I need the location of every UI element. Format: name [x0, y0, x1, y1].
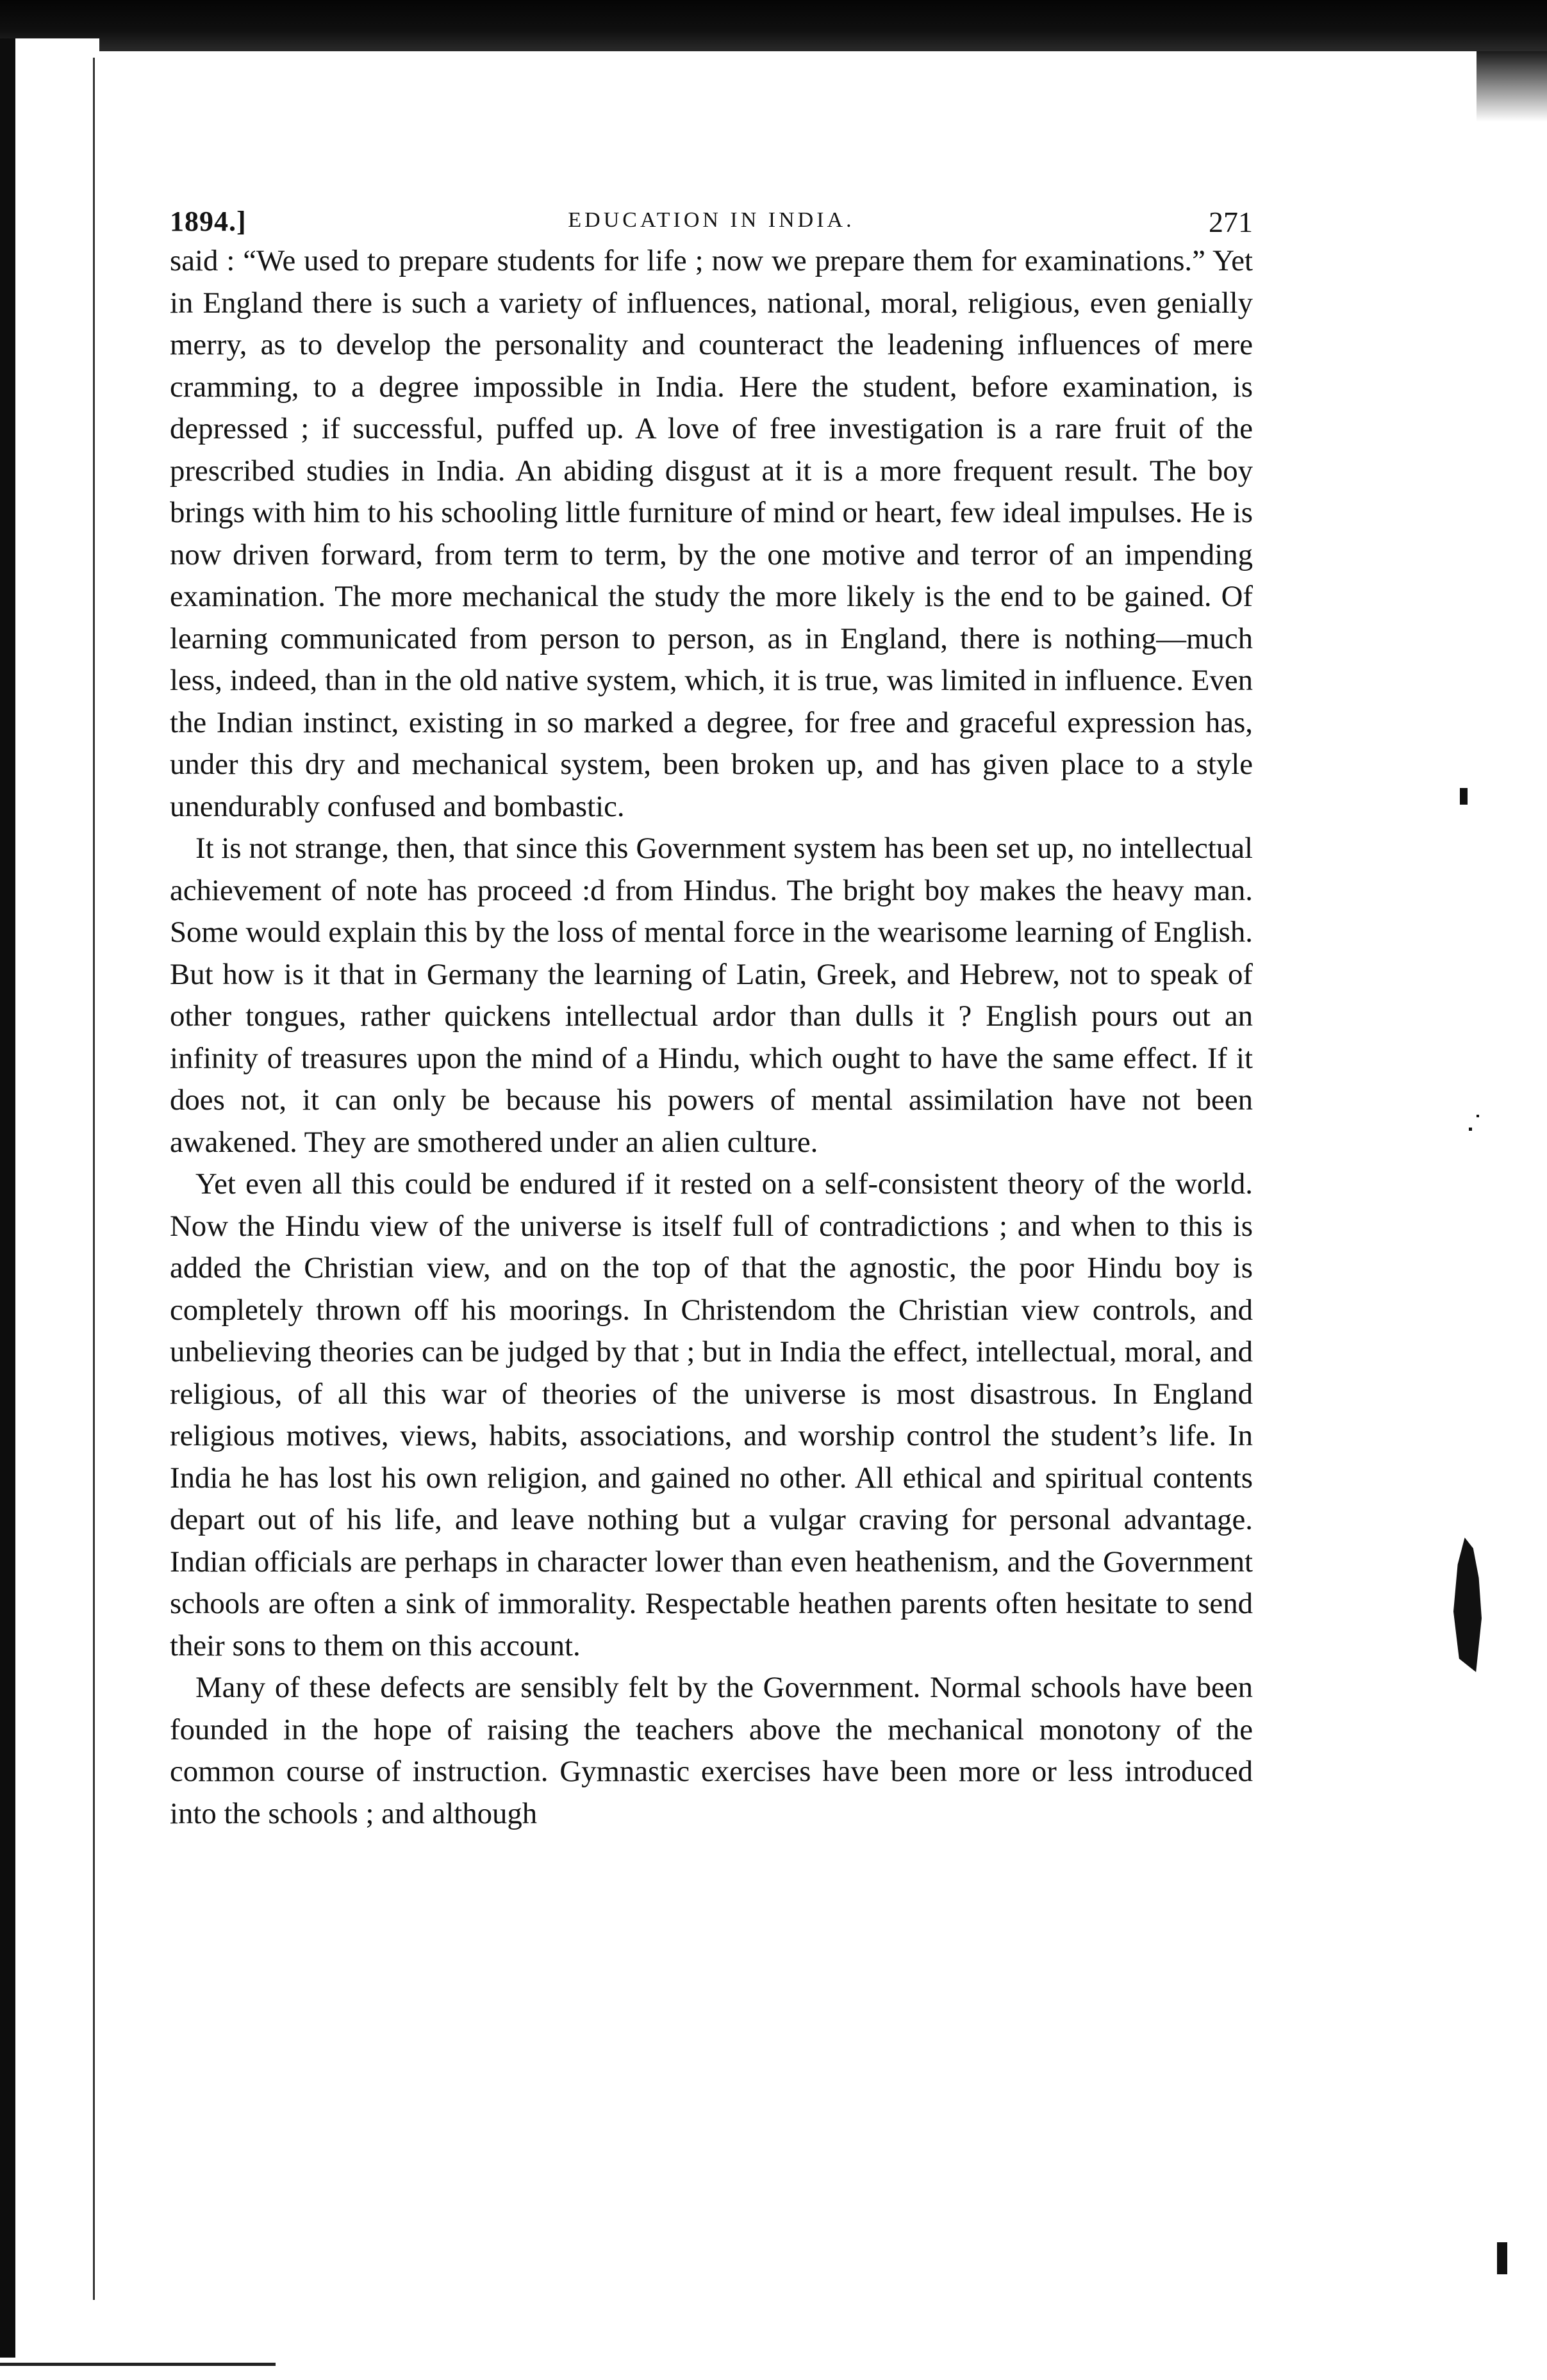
header-year: 1894.]: [170, 206, 247, 237]
scan-border-top: [0, 0, 1547, 51]
margin-speck: [1477, 1115, 1479, 1117]
margin-speck: [1469, 1128, 1472, 1131]
paragraph: It is not strange, then, that since this Government system has been set up, no intellectual achievement of note has proceed :d from Hindus. The bright boy makes the heavy man. Some would explain this by the loss of mental force in the wearisome learning of English. But how is it that in Germany the learning of Latin, Greek, and Hebrew, not to speak of other tongues, rather quickens intellectual ardor than dulls it ? English pours out an infinity of treasures upon the mind of a Hindu, which ought to have the same effect. If it does not, it can only be because his powers of mental assimilation have not been awakened. They are smothered under an alien culture.: [170, 832, 1253, 1159]
scan-edge-line: [93, 58, 95, 2300]
paragraph: Many of these defects are sensibly felt by the Government. Normal schools have been founded in the hope of raising the teachers above the mechanical monotony of the common course of instruction. Gymnastic exercises have been more or less introduced into the schools ; and although: [170, 1671, 1253, 1830]
scan-border-left: [0, 38, 15, 2358]
scan-shadow-corner: [1477, 51, 1547, 122]
paragraph: said : “We used to prepare students for life ; now we prepare them for examinations.” Yet in England there is such a variety of influences, national, moral, religious, even genially merry, as to develop the personality and counteract the leadening influences of mere cramming, to a degree impossible in India. Here the student, before examination, is depressed ; if successful, puffed up. A love of free investigation is a rare fruit of the prescribed studies in India. An abiding disgust at it is a more frequent result. The boy brings with him to his schooling little furniture of mind or heart, few ideal impulses. He is now driven forward, from term to term, by the one motive and terror of an impending examination. The more mechanical the study the more likely is the end to be gained. Of learning communicated from person to person, as in England, there is nothing—much less, indeed, than in the old native system, which, it is true, was limited in influence. Even the Indian instinct, existing in so marked a degree, for free and graceful expression has, under this dry and mechanical system, been broken up, and has given place to a style unendurably confused and bombastic.: [170, 244, 1253, 823]
margin-ink-mark: [1497, 2242, 1507, 2274]
page-number: 271: [1209, 206, 1253, 238]
page-header: [170, 189, 1253, 240]
scan-edge-bottom: [0, 2363, 276, 2366]
book-page: [170, 189, 1253, 1835]
body-text: [170, 240, 1253, 1835]
paragraph: Yet even all this could be endured if it rested on a self-consistent theory of the world. Now the Hindu view of the universe is itself full of contradictions ; and when to this is added the Christian view, and on the top of that the agnostic, the poor Hindu boy is completely thrown off his moorings. In Christendom the Christian view controls, and unbelieving theories can be judged by that ; but in India the effect, intellectual, moral, and religious, of all this war of theories of the universe is most disastrous. In England religious motives, views, habits, associations, and worship control the student’s life. In India he has lost his own religion, and gained no other. All ethical and spiritual contents depart out of his life, and leave nothing but a vulgar craving for personal advantage. Indian officials are perhaps in character lower than even heathenism, and the Government schools are often a sink of immorality. Respectable heathen parents often hesitate to send their sons to them on this account.: [170, 1167, 1253, 1662]
margin-ink-blot: [1453, 1538, 1482, 1672]
running-title: EDUCATION IN INDIA.: [568, 208, 855, 232]
margin-ink-mark: [1460, 788, 1468, 805]
